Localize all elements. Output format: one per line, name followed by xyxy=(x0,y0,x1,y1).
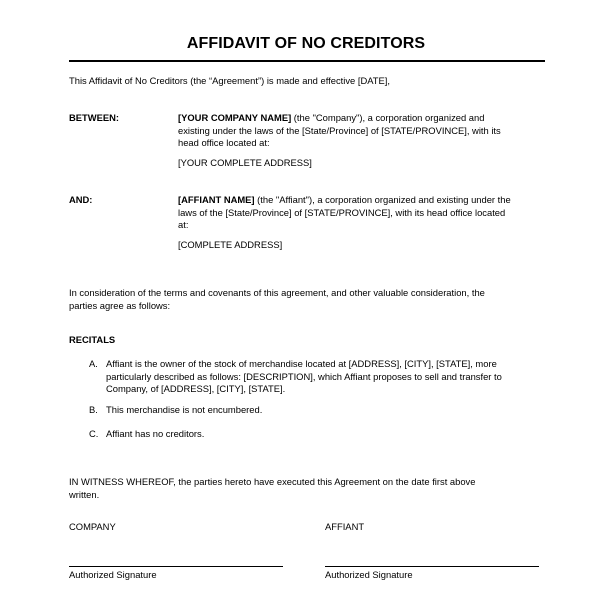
witness-line-2: written. xyxy=(69,488,100,500)
company-signature-label: COMPANY xyxy=(69,521,116,532)
between-line-2: existing under the laws of the [State/Province] of [STATE/PROVINCE], with its xyxy=(178,124,501,136)
company-name-placeholder: [YOUR COMPANY NAME] xyxy=(178,112,292,123)
recital-a-line-2: particularly described as follows: [DESCRIPTION], which Affiant proposes to sell and transfer to xyxy=(106,370,502,382)
recital-c-line-1: Affiant has no creditors. xyxy=(106,428,205,439)
between-label: BETWEEN: xyxy=(69,112,119,123)
recital-a-line-3: Company, of [ADDRESS], [CITY], [STATE]. xyxy=(106,383,286,394)
between-line-1-text: (the "Company"), a corporation organized and xyxy=(291,112,485,123)
and-line-2: laws of the [State/Province] of [STATE/PROVINCE], with its head office located xyxy=(178,206,506,218)
company-signature-caption: Authorized Signature xyxy=(69,569,157,580)
recital-c-letter: C. xyxy=(89,428,99,439)
and-label: AND: xyxy=(69,194,93,205)
affiant-signature-line[interactable] xyxy=(325,566,539,567)
consideration-line-2: parties agree as follows: xyxy=(69,299,171,311)
affiant-address: [COMPLETE ADDRESS] xyxy=(178,239,283,250)
consideration-line-1: In consideration of the terms and covenants of this agreement, and other valuable consideration, the xyxy=(69,287,485,298)
title-rule xyxy=(69,60,545,62)
between-line-3: head office located at: xyxy=(178,137,270,148)
affiant-name-placeholder: [AFFIANT NAME] xyxy=(178,194,255,205)
and-line-3: at: xyxy=(178,219,189,230)
recital-b-letter: B. xyxy=(89,404,98,415)
and-line-1-text: (the "Affiant"), a corporation organized and existing under the xyxy=(254,194,511,205)
intro-paragraph: This Affidavit of No Creditors (the “Agreement”) is made and effective [DATE], xyxy=(69,75,390,86)
affiant-signature-label: AFFIANT xyxy=(325,521,365,532)
document-title: AFFIDAVIT OF NO CREDITORS xyxy=(186,35,426,52)
recitals-heading: RECITALS xyxy=(69,334,116,345)
recital-b-line-1: This merchandise is not encumbered. xyxy=(106,404,263,415)
between-line-1 xyxy=(178,112,484,125)
company-signature-line[interactable] xyxy=(69,566,283,567)
recital-a-letter: A. xyxy=(89,358,98,369)
witness-line-1: IN WITNESS WHEREOF, the parties hereto have executed this Agreement on the date first above xyxy=(69,476,476,487)
recital-a-line-1: Affiant is the owner of the stock of merchandise located at [ADDRESS], [CITY], [STATE], more xyxy=(106,358,497,369)
affiant-signature-caption: Authorized Signature xyxy=(325,569,413,580)
and-line-1 xyxy=(178,194,511,207)
company-address: [YOUR COMPLETE ADDRESS] xyxy=(178,157,312,168)
